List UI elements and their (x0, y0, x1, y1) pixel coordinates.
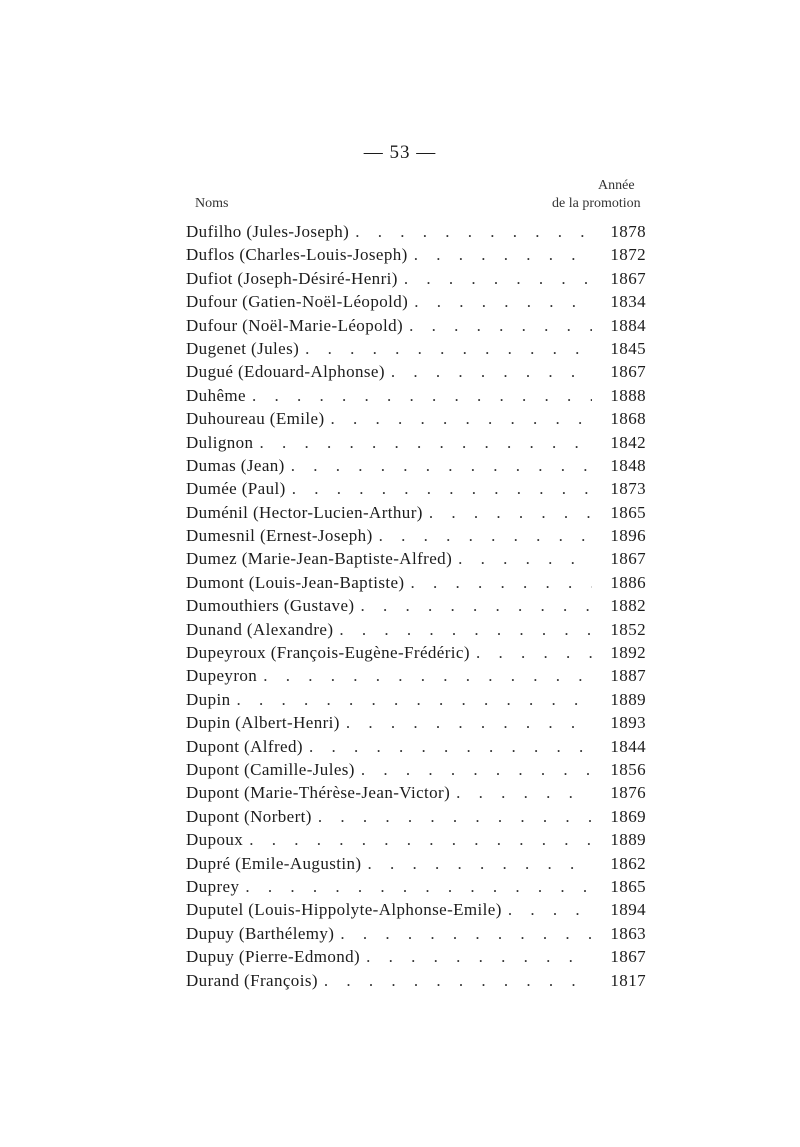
entry-year: 1848 (610, 455, 646, 475)
entry-year: 1856 (610, 759, 646, 779)
entry-year: 1868 (610, 409, 646, 429)
entry-name: Dupeyron (186, 666, 258, 686)
entry-name: Dupuy (Barthélemy) (186, 923, 335, 943)
entry-year: 1852 (610, 619, 646, 639)
dot-leader (237, 690, 593, 710)
entry-name: Duprey (186, 876, 240, 896)
dot-leader (414, 292, 592, 312)
list-item (186, 386, 646, 409)
entry-year: 1886 (610, 572, 646, 592)
entry-year: 1867 (610, 362, 646, 382)
list-item (186, 620, 646, 643)
list-item (186, 549, 646, 572)
list-item (186, 362, 646, 385)
list-item (186, 760, 646, 783)
dot-leader (366, 947, 592, 967)
entry-year: 1842 (610, 432, 646, 452)
list-item (186, 503, 646, 526)
list-item (186, 830, 646, 853)
list-item (186, 526, 646, 549)
entry-name: Dupont (Camille-Jules) (186, 759, 355, 779)
entry-name: Dufilho (Jules-Joseph) (186, 222, 350, 241)
entry-name: Duhême (186, 385, 246, 405)
entry-year: 1845 (610, 338, 646, 358)
dot-leader (324, 971, 592, 991)
entry-year: 1889 (610, 689, 646, 709)
list-item (186, 573, 646, 596)
entry-name: Dumée (Paul) (186, 479, 286, 499)
dot-leader (361, 760, 592, 780)
entry-year: 1896 (610, 526, 646, 546)
entry-name: Durand (François) (186, 970, 318, 990)
names-column-header: Noms (195, 196, 229, 211)
entry-year: 1865 (610, 876, 646, 896)
entry-name: Dupont (Norbert) (186, 806, 312, 826)
entry-name: Dupont (Alfred) (186, 736, 303, 756)
dot-leader (305, 339, 592, 359)
list-item (186, 292, 646, 315)
dot-leader (508, 900, 592, 920)
entry-name: Duflos (Charles-Louis-Joseph) (186, 245, 408, 265)
entry-name: Dumez (Marie-Jean-Baptiste-Alfred) (186, 549, 453, 569)
entry-year: 1889 (610, 830, 646, 850)
name-list (186, 222, 646, 994)
entry-name: Dumas (Jean) (186, 455, 285, 475)
dot-leader (456, 783, 592, 803)
list-item (186, 971, 646, 994)
dot-leader (309, 737, 592, 757)
entry-year: 1892 (610, 643, 646, 663)
list-item (186, 433, 646, 456)
entry-name: Dupin (186, 689, 231, 709)
dot-leader (379, 526, 592, 546)
entry-year: 1817 (610, 970, 646, 990)
dot-leader (391, 362, 592, 382)
dot-leader (252, 386, 592, 406)
entry-name: Dupuy (Pierre-Edmond) (186, 947, 361, 967)
list-item (186, 783, 646, 806)
dot-leader (249, 830, 592, 850)
entry-year: 1873 (610, 479, 646, 499)
list-item (186, 643, 646, 666)
dot-leader (360, 596, 592, 616)
entry-year: 1893 (610, 713, 646, 733)
entry-name: Dumouthiers (Gustave) (186, 596, 355, 616)
list-item (186, 316, 646, 339)
entry-year: 1876 (610, 783, 646, 803)
list-item (186, 947, 646, 970)
dot-leader (458, 549, 592, 569)
dot-leader (414, 245, 592, 265)
dot-leader (367, 854, 592, 874)
list-item (186, 924, 646, 947)
dot-leader (331, 409, 592, 429)
dot-leader (292, 479, 592, 499)
dot-leader (346, 713, 592, 733)
entry-year: 1862 (610, 853, 646, 873)
dot-leader (355, 222, 592, 242)
dot-leader (409, 316, 592, 336)
entry-year: 1872 (610, 245, 646, 265)
list-item (186, 245, 646, 268)
entry-name: Dufour (Gatien-Noël-Léopold) (186, 292, 409, 312)
entry-name: Dupoux (186, 830, 244, 850)
entry-name: Duputel (Louis-Hippolyte-Alphonse-Emile) (186, 900, 502, 920)
entry-name: Duhoureau (Emile) (186, 409, 325, 429)
entry-year: 1863 (610, 923, 646, 943)
entry-year: 1867 (610, 947, 646, 967)
dot-leader (476, 643, 592, 663)
entry-year: 1844 (610, 736, 646, 756)
list-item (186, 666, 646, 689)
dot-leader (404, 269, 592, 289)
entry-name: Dupont (Marie-Thérèse-Jean-Victor) (186, 783, 451, 803)
entry-name: Dunand (Alexandre) (186, 619, 334, 639)
entry-name: Duménil (Hector-Lucien-Arthur) (186, 502, 423, 522)
list-item (186, 737, 646, 760)
list-item (186, 479, 646, 502)
entry-year: 1867 (610, 268, 646, 288)
dot-leader (291, 456, 592, 476)
entry-name: Dugenet (Jules) (186, 338, 300, 358)
entry-name: Dufour (Noël-Marie-Léopold) (186, 315, 404, 335)
entry-name: Dufiot (Joseph-Désiré-Henri) (186, 268, 398, 288)
list-item (186, 222, 646, 245)
list-item (186, 690, 646, 713)
entry-year: 1867 (610, 549, 646, 569)
list-item (186, 269, 646, 292)
list-item (186, 854, 646, 877)
year-column-header-line1: Année (598, 178, 635, 193)
list-item (186, 807, 646, 830)
entry-year: 1888 (610, 385, 646, 405)
entry-name: Dulignon (186, 432, 254, 452)
list-item (186, 596, 646, 619)
list-item (186, 339, 646, 362)
entry-year: 1834 (610, 292, 646, 312)
entry-year: 1884 (610, 315, 646, 335)
entry-name: Dupeyroux (François-Eugène-Frédéric) (186, 643, 470, 663)
page-number: — 53 — (363, 142, 437, 163)
list-item (186, 900, 646, 923)
entry-name: Dupin (Albert-Henri) (186, 713, 340, 733)
dot-leader (340, 924, 592, 944)
list-item (186, 877, 646, 900)
entry-year: 1894 (610, 900, 646, 920)
list-item (186, 713, 646, 736)
dot-leader (429, 503, 592, 523)
entry-year: 1882 (610, 596, 646, 616)
entry-name: Dupré (Emile-Augustin) (186, 853, 362, 873)
entry-year: 1878 (610, 222, 646, 241)
entry-name: Dumesnil (Ernest-Joseph) (186, 526, 373, 546)
entry-name: Dumont (Louis-Jean-Baptiste) (186, 572, 405, 592)
dot-leader (259, 433, 592, 453)
dot-leader (339, 620, 592, 640)
entry-year: 1869 (610, 806, 646, 826)
dot-leader (410, 573, 592, 593)
list-item (186, 456, 646, 479)
year-column-header-line2: de la promotion (552, 196, 641, 211)
dot-leader (263, 666, 592, 686)
entry-name: Dugué (Edouard-Alphonse) (186, 362, 385, 382)
entry-year: 1865 (610, 502, 646, 522)
dot-leader (318, 807, 592, 827)
list-item (186, 409, 646, 432)
entry-year: 1887 (610, 666, 646, 686)
dot-leader (245, 877, 592, 897)
